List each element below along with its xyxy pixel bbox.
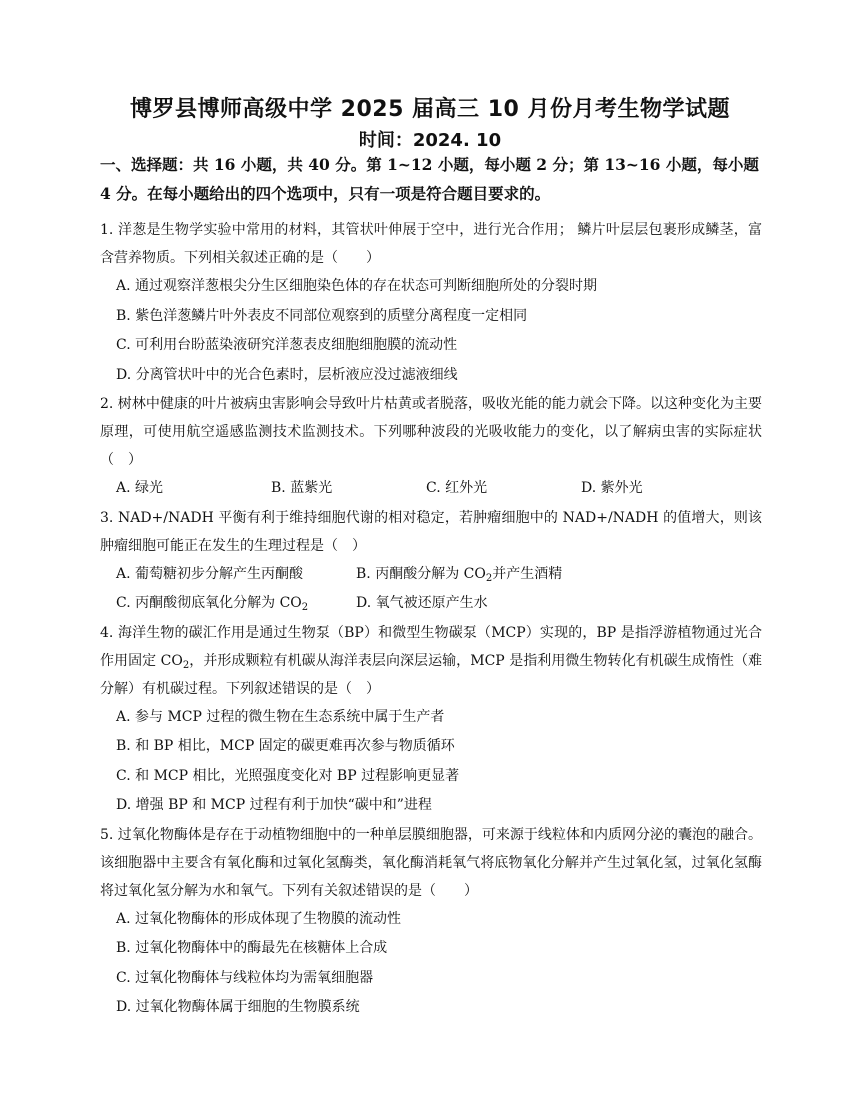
question-3-option-a: A. 葡萄糖初步分解产生丙酮酸 <box>116 565 304 582</box>
question-1-option-d: D. 分离管状叶中的光合色素时，层析液应没过滤液细线 <box>116 366 458 383</box>
question-3-stem: 3. NAD+/NADH 平衡有利于维持细胞代谢的相对稳定，若肿瘤细胞中的 NAD+/NADH 的值增大，则该肿瘤细胞可能正在发生的生理过程是（ ） <box>100 509 762 554</box>
question-3-option-b <box>356 560 596 590</box>
exam-time: 时间：2024. 10 <box>358 130 502 151</box>
question-2-option-d: D. 紫外光 <box>581 480 643 496</box>
question-4-option-a: A. 参与 MCP 过程的微生物在生态系统中属于生产者 <box>116 708 445 725</box>
question-5-option-c: C. 过氧化物酶体与线粒体均为需氧细胞器 <box>116 969 374 986</box>
question-5 <box>100 821 762 1023</box>
question-2-stem: 2. 树林中健康的叶片被病虫害影响会导致叶片枯黄或者脱落，吸收光能的能力就会下降。以这种变化为主要原理，可使用航空遥感监测技术监测技术。下列哪种波段的光吸收能力的变化，以了解病虫害的实际症状（ ） <box>100 396 762 468</box>
question-1-stem: 1. 洋葱是生物学实验中常用的材料，其管状叶伸展于空中，进行光合作用； 鳞片叶层层包裹形成鳞茎，富含营养物质。下列相关叙述正确的是（ ） <box>100 222 762 266</box>
question-4-option-d: D. 增强 BP 和 MCP 过程有利于加快“碳中和”进程 <box>116 797 432 813</box>
question-4-stem <box>100 619 762 703</box>
subscript-2: 2 <box>182 659 190 671</box>
question-4-option-c: C. 和 MCP 相比，光照强度变化对 BP 过程影响更显著 <box>116 767 460 784</box>
question-1-option-a: A. 通过观察洋葱根尖分生区细胞染色体的存在状态可判断细胞所处的分裂时期 <box>116 278 598 294</box>
question-1-option-b: B. 紫色洋葱鳞片叶外表皮不同部位观察到的质壁分离程度一定相同 <box>116 307 528 324</box>
question-4-stem-a: 4. 海洋生物的碳汇作用是通过生物泵（BP）和微型生物碳泵（MCP）实现的，BP 是指浮游植物通过光合作用固定 CO <box>100 624 762 669</box>
question-4 <box>100 619 762 821</box>
question-2-option-a: A. 绿光 <box>116 480 164 496</box>
question-list <box>100 216 762 1023</box>
question-1 <box>100 216 762 390</box>
question-3 <box>100 504 762 619</box>
subscript-2: 2 <box>301 602 309 613</box>
question-3-option-c <box>116 589 356 619</box>
page-title: 博罗县博师高级中学 2025 届高三 10 月份月考生物学试题 <box>130 97 730 122</box>
question-2-options <box>100 474 762 504</box>
question-1-option-c: C. 可利用台盼蓝染液研究洋葱表皮细胞细胞膜的流动性 <box>116 337 458 353</box>
question-3-option-b-tail: 并产生酒精 <box>492 565 563 582</box>
question-5-stem: 5. 过氧化物酶体是存在于动植物细胞中的一种单层膜细胞器，可来源于线粒体和内质网分泌的囊泡的融合。该细胞器中主要含有氧化酶和过氧化氢酶类，氧化酶消耗氧气将底物氧化分解并产生过氧化氢，过氧化氢酶将过氧化氢分解为水和氧气。下列有关叙述错误的是（ ） <box>100 826 762 899</box>
question-3-option-b-text: B. 丙酮酸分解为 CO <box>356 565 486 582</box>
question-2-option-b: B. 蓝紫光 <box>271 480 333 496</box>
question-3-option-c-text: C. 丙酮酸彻底氧化分解为 CO <box>116 595 302 611</box>
question-3-option-d: D. 氧气被还原产生水 <box>356 595 488 611</box>
question-3-options-row-2 <box>100 589 762 619</box>
question-5-option-a: A. 过氧化物酶体的形成体现了生物膜的流动性 <box>116 910 402 927</box>
question-4-option-b: B. 和 BP 相比，MCP 固定的碳更难再次参与物质循环 <box>116 738 455 754</box>
question-5-option-d: D. 过氧化物酶体属于细胞的生物膜系统 <box>116 999 360 1015</box>
subscript-2: 2 <box>485 572 493 584</box>
section-heading: 一、选择题：共 16 小题，共 40 分。第 1~12 小题，每小题 2 分；第 13~16 小题，每小题 4 分。在每小题给出的四个选项中，只有一项是符合题目要求的。 <box>100 155 759 203</box>
question-2-option-c: C. 红外光 <box>426 480 488 496</box>
question-5-option-b: B. 过氧化物酶体中的酶最先在核糖体上合成 <box>116 940 388 956</box>
question-3-options-row-1 <box>100 560 762 590</box>
question-4-stem-b: ，并形成颗粒有机碳从海洋表层向深层运输，MCP 是指利用微生物转化有机碳生成惰性（难分解）有机碳过程。下列叙述错误的是（ ） <box>100 652 762 697</box>
question-2 <box>100 390 762 504</box>
